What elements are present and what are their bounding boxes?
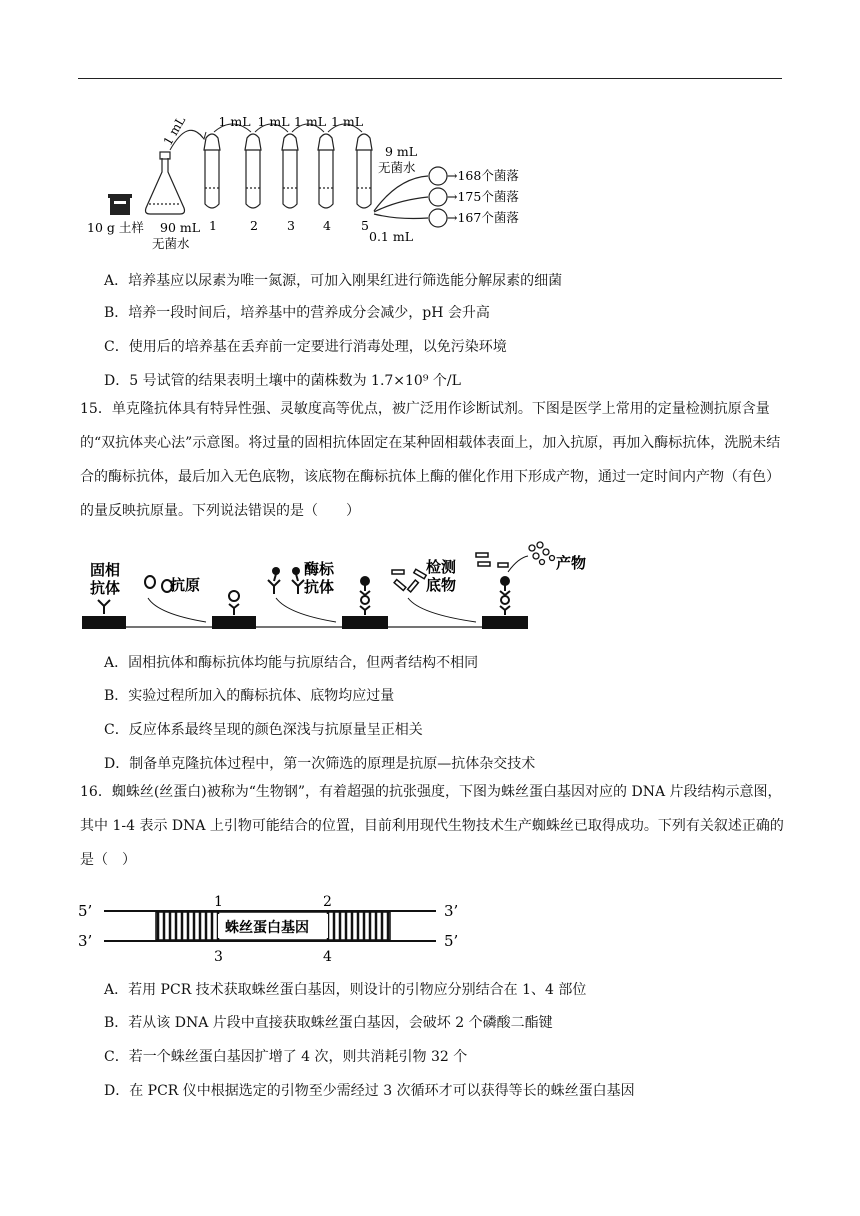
solid-antibody-label-2: 抗体 xyxy=(90,579,121,597)
q14-option-b: B．培养一段时间后，培养基中的营养成分会减少，pH 会升高 xyxy=(104,305,490,321)
q16-option-c: C．若一个蛛丝蛋白基因扩增了 4 次，则共消耗引物 32 个 xyxy=(104,1049,468,1065)
q15-option-c: C．反应体系最终呈现的颜色深浅与抗原量呈正相关 xyxy=(104,722,423,738)
test-tube xyxy=(318,134,334,208)
substrate-label-2: 底物 xyxy=(426,576,457,594)
dilution-figure xyxy=(78,108,578,258)
q15-stem: 15．单克隆抗体具有特异性强、灵敏度高等优点，被广泛用作诊断试剂。下图是医学上常用的定量检测抗原含量的“双抗体夹心法”示意图。将过量的固相抗体固定在某种固相载体表面上，加入抗原，再加入酶标抗体，洗脱未结合的酶标抗体，最后加入无色底物，该底物在酶标抗体上酶的催化作用下形成产物，通过一定时间内产物（有色）的量反映抗原量。下列说法错误的是（ ） xyxy=(80,401,781,519)
dna-figure xyxy=(78,888,478,968)
test-tube xyxy=(356,134,372,208)
q14-option-a: A．培养基应以尿素为唯一氮源，可加入刚果红进行筛选能分解尿素的细菌 xyxy=(104,273,563,289)
substrate-label-1: 检测 xyxy=(426,558,457,576)
q15-option-d: D．制备单克隆抗体过程中，第一次筛选的原理是抗原—抗体杂交技术 xyxy=(104,756,536,772)
colony-count-2: →175个菌落 xyxy=(447,189,519,204)
q15-option-a: A．固相抗体和酶标抗体均能与抗原结合，但两者结构不相同 xyxy=(104,655,479,671)
antigen-label: 抗原 xyxy=(170,576,201,594)
tube-number: 2 xyxy=(250,218,258,233)
label-5prime-bottom: 5’ xyxy=(444,932,459,950)
product-label: 产物 xyxy=(556,554,587,572)
colony-count-1: →168个菌落 xyxy=(447,168,519,183)
q14-option-c: C．使用后的培养基在丢弃前一定要进行消毒处理，以免污染环境 xyxy=(104,339,507,355)
flask-water: 无菌水 xyxy=(152,236,190,251)
label-3prime-bottom: 3’ xyxy=(78,932,93,950)
transfer-label: 1 mL xyxy=(294,114,327,129)
test-tube xyxy=(245,134,261,208)
petri-dishes xyxy=(374,167,447,227)
site-3-label: 3 xyxy=(214,949,223,965)
transfer-label: 1 mL xyxy=(331,114,364,129)
q14-option-d: D．5 号试管的结果表明土壤中的菌株数为 1.7×10⁹ 个/L xyxy=(104,373,461,389)
enzyme-antibody-label-1: 酶标 xyxy=(304,560,335,578)
plating-volume: 0.1 mL xyxy=(369,229,414,244)
tube-number: 5 xyxy=(361,218,369,233)
tube-water-volume: 9 mL xyxy=(385,144,418,159)
label-5prime-top: 5’ xyxy=(78,902,93,920)
tube-number: 3 xyxy=(287,218,295,233)
header-rule xyxy=(78,78,782,79)
tube-number: 4 xyxy=(323,218,331,233)
transfer-label-0: 1 mL xyxy=(160,114,189,148)
flask-icon xyxy=(146,152,185,214)
tube-number: 1 xyxy=(209,218,217,233)
solid-antibody-label-1: 固相 xyxy=(90,561,121,579)
gene-label: 蛛丝蛋白基因 xyxy=(225,920,309,936)
flask-volume: 90 mL xyxy=(160,220,201,235)
q16-option-b: B．若从该 DNA 片段中直接获取蛛丝蛋白基因，会破坏 2 个磷酸二酯键 xyxy=(104,1015,553,1031)
label-3prime-top: 3’ xyxy=(444,902,459,920)
soil-beaker-icon xyxy=(108,194,132,215)
q16-option-a: A．若用 PCR 技术获取蛛丝蛋白基因，则设计的引物应分别结合在 1、4 部位 xyxy=(104,982,587,998)
site-2-label: 2 xyxy=(323,894,332,910)
tube-water: 无菌水 xyxy=(378,160,416,175)
site-1-label: 1 xyxy=(214,894,223,910)
q16-stem: 16．蜘蛛丝(丝蛋白)被称为“生物钢”，有着超强的抗张强度，下图为蛛丝蛋白基因对应的 DNA 片段结构示意图，其中 1-4 表示 DNA 上引物可能结合的位置，目前利用现代生物技术生产蜘蛛丝已取得成功。下列有关叙述正确的是（ ） xyxy=(80,784,784,868)
transfer-label: 1 mL xyxy=(218,114,251,129)
transfer-label: 1 mL xyxy=(257,114,290,129)
test-tube xyxy=(204,134,220,208)
enzyme-antibody-label-2: 抗体 xyxy=(304,578,335,596)
q15-option-b: B．实验过程所加入的酶标抗体、底物均应过量 xyxy=(104,688,395,704)
test-tube xyxy=(282,134,298,208)
colony-count-3: →167个菌落 xyxy=(447,210,519,225)
elisa-figure xyxy=(78,538,598,638)
q16-option-d: D．在 PCR 仪中根据选定的引物至少需经过 3 次循环才可以获得等长的蛛丝蛋白基因 xyxy=(104,1083,635,1099)
soil-label: 10 g 土样 xyxy=(87,220,144,235)
site-4-label: 4 xyxy=(323,949,332,965)
test-tubes xyxy=(204,114,372,233)
